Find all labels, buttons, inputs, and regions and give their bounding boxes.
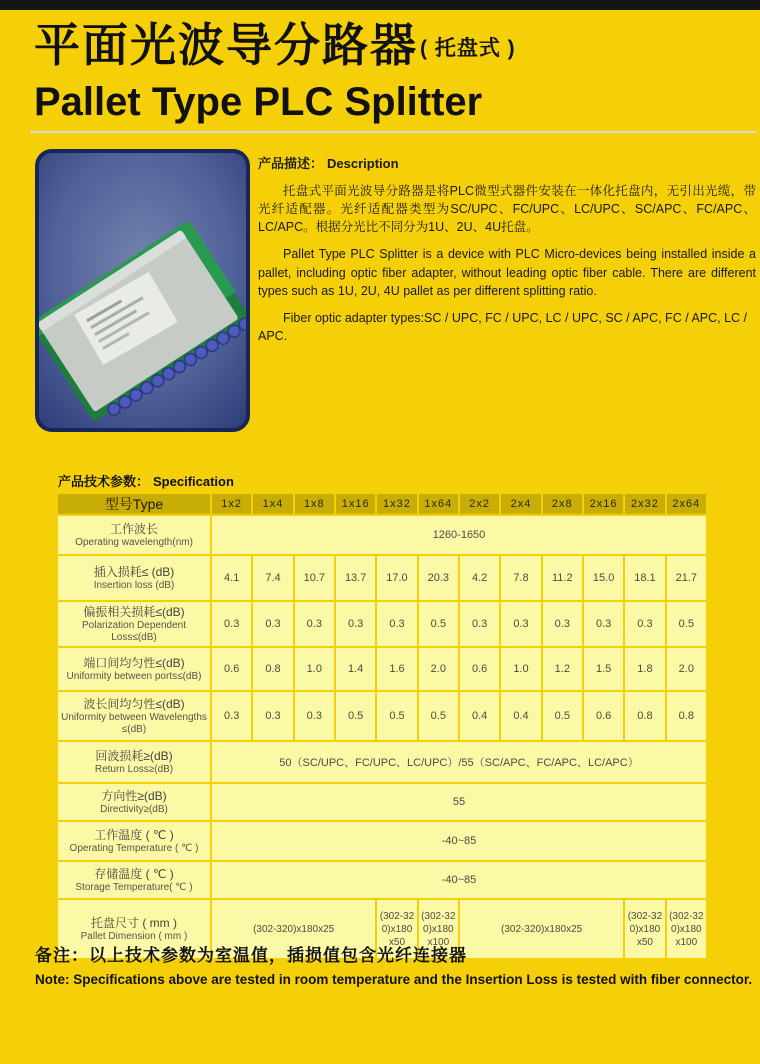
product-photo bbox=[35, 149, 250, 432]
spec-row-label-cn: 存储温度 ( ℃ ) bbox=[94, 866, 174, 881]
spec-row bbox=[58, 516, 706, 554]
spec-row-label bbox=[58, 602, 210, 646]
spec-cell: 0.5 bbox=[377, 692, 416, 740]
specification-heading-en: Specification bbox=[153, 474, 234, 489]
spec-column-header: 2x8 bbox=[543, 494, 582, 514]
description-heading-cn: 产品描述： bbox=[258, 156, 324, 171]
spec-cell: 4.1 bbox=[212, 556, 251, 600]
spec-cell: 4.2 bbox=[460, 556, 499, 600]
spec-cell: 0.8 bbox=[667, 692, 706, 740]
specification-table bbox=[56, 492, 708, 960]
spec-table-body bbox=[58, 516, 706, 958]
specification-heading bbox=[58, 471, 234, 490]
description-heading-en: Description bbox=[327, 156, 399, 171]
spec-cell: 0.3 bbox=[295, 602, 334, 646]
title-cn-text: 平面光波导分路器 bbox=[34, 19, 418, 71]
spec-row-label-en: Operating wavelength(nm) bbox=[75, 536, 193, 548]
spec-cell: 55 bbox=[212, 784, 706, 820]
top-black-bar bbox=[0, 0, 760, 10]
spec-cell: (302-320)x180x100 bbox=[667, 900, 706, 958]
spec-row-label-cn: 端口间均匀性≤(dB) bbox=[83, 655, 185, 670]
spec-row-label-cn: 插入损耗≤ (dB) bbox=[93, 564, 175, 579]
spec-row-label bbox=[58, 784, 210, 820]
spec-row-label-en: Insertion loss (dB) bbox=[93, 579, 175, 591]
spec-column-header: 2x16 bbox=[584, 494, 623, 514]
spec-row-label-cn: 方向性≥(dB) bbox=[101, 788, 167, 803]
spec-cell: 0.6 bbox=[212, 648, 251, 690]
spec-cell: 0.3 bbox=[460, 602, 499, 646]
spec-cell: 1.0 bbox=[295, 648, 334, 690]
spec-cell: 0.5 bbox=[419, 602, 458, 646]
spec-row-label-cn: 工作波长 bbox=[109, 521, 158, 536]
spec-cell: 11.2 bbox=[543, 556, 582, 600]
spec-cell: 7.4 bbox=[253, 556, 292, 600]
spec-row bbox=[58, 692, 706, 740]
spec-cell: 10.7 bbox=[295, 556, 334, 600]
spec-cell: 1.4 bbox=[336, 648, 375, 690]
spec-cell: 0.3 bbox=[501, 602, 540, 646]
spec-cell: 0.3 bbox=[253, 602, 292, 646]
description-adapter-types: Fiber optic adapter types:SC / UPC, FC / UPC, LC / UPC, SC / APC, FC / APC, LC / APC. bbox=[258, 310, 748, 343]
spec-cell: 18.1 bbox=[625, 556, 664, 600]
notes-section bbox=[35, 944, 757, 989]
spec-cell: (302-320)x180x50 bbox=[377, 900, 416, 958]
spec-column-header: 1x32 bbox=[377, 494, 416, 514]
specification-heading-cn: 产品技术参数： bbox=[58, 474, 150, 489]
spec-cell: 0.3 bbox=[625, 602, 664, 646]
spec-cell: 7.8 bbox=[501, 556, 540, 600]
spec-row bbox=[58, 862, 706, 898]
spec-cell: 20.3 bbox=[419, 556, 458, 600]
spec-cell: 0.3 bbox=[212, 692, 251, 740]
spec-cell: 1.2 bbox=[543, 648, 582, 690]
spec-row-label-en: Polarization Dependent Loss≤(dB) bbox=[82, 619, 186, 643]
spec-cell: 0.4 bbox=[460, 692, 499, 740]
spec-cell: 2.0 bbox=[667, 648, 706, 690]
spec-cell: 1.0 bbox=[501, 648, 540, 690]
spec-header-row bbox=[58, 494, 706, 514]
spec-row-label-en: Uniformity between ports≤(dB) bbox=[66, 670, 202, 682]
spec-cell: (302-320)x180x25 bbox=[212, 900, 375, 958]
spec-cell: 0.6 bbox=[460, 648, 499, 690]
spec-column-header: 2x4 bbox=[501, 494, 540, 514]
page-title-chinese bbox=[34, 16, 734, 78]
spec-row-label bbox=[58, 862, 210, 898]
note-chinese: 备注：以上技术参数为室温值，插损值包含光纤连接器 bbox=[35, 946, 467, 965]
spec-row bbox=[58, 822, 706, 860]
description-paragraph-en: Pallet Type PLC Splitter is a device with PLC Micro-devices being installed inside a pallet, including optic fiber adapter, without leading optic fiber cable. There are different types such as 1U, 2U, 4U pallet as per different splitting ratio. bbox=[258, 247, 756, 298]
spec-column-header: 1x16 bbox=[336, 494, 375, 514]
spec-row bbox=[58, 648, 706, 690]
spec-row-label-en: Pallet Dimension ( mm ) bbox=[80, 930, 188, 942]
title-cn-suffix: ( 托盘式 ) bbox=[420, 37, 516, 60]
spec-cell: 0.8 bbox=[625, 692, 664, 740]
spec-cell: 0.3 bbox=[295, 692, 334, 740]
spec-cell: 17.0 bbox=[377, 556, 416, 600]
spec-cell: 0.8 bbox=[253, 648, 292, 690]
note-english: Note: Specifications above are tested in room temperature and the Insertion Loss is tested with fiber connector. bbox=[35, 972, 753, 987]
spec-cell: 0.3 bbox=[253, 692, 292, 740]
spec-cell: 13.7 bbox=[336, 556, 375, 600]
spec-column-header: 2x32 bbox=[625, 494, 664, 514]
spec-cell: 0.5 bbox=[336, 692, 375, 740]
spec-cell: -40~85 bbox=[212, 862, 706, 898]
spec-cell: 0.3 bbox=[212, 602, 251, 646]
spec-row bbox=[58, 742, 706, 782]
spec-cell: 1.5 bbox=[584, 648, 623, 690]
spec-row-label-en: Operating Temperature ( ℃ ) bbox=[69, 842, 199, 854]
page-title-english: Pallet Type PLC Splitter bbox=[34, 80, 483, 124]
spec-column-header: 1x8 bbox=[295, 494, 334, 514]
page-header bbox=[34, 16, 734, 125]
spec-row bbox=[58, 556, 706, 600]
product-photo-image bbox=[35, 149, 250, 432]
spec-column-header: 1x4 bbox=[253, 494, 292, 514]
spec-cell: (302-320)x180x100 bbox=[419, 900, 458, 958]
spec-row-label bbox=[58, 516, 210, 554]
spec-row bbox=[58, 602, 706, 646]
spec-cell: 2.0 bbox=[419, 648, 458, 690]
spec-cell: 1.8 bbox=[625, 648, 664, 690]
spec-cell: 0.3 bbox=[336, 602, 375, 646]
spec-row bbox=[58, 784, 706, 820]
spec-row-label-en: Storage Temperature( ℃ ) bbox=[75, 881, 193, 893]
description-heading bbox=[258, 153, 756, 172]
spec-cell: 15.0 bbox=[584, 556, 623, 600]
spec-cell: 1.6 bbox=[377, 648, 416, 690]
spec-column-header: 2x64 bbox=[667, 494, 706, 514]
spec-cell: 50（SC/UPC、FC/UPC、LC/UPC）/55（SC/APC、FC/APC、LC/APC） bbox=[212, 742, 706, 782]
spec-row-label-en: Uniformity between Wavelengths ≤(dB) bbox=[61, 711, 207, 735]
description-section bbox=[258, 153, 756, 345]
spec-row-label bbox=[58, 556, 210, 600]
spec-cell: 0.5 bbox=[667, 602, 706, 646]
spec-cell: -40~85 bbox=[212, 822, 706, 860]
spec-row-label-cn: 工作温度 ( ℃ ) bbox=[94, 827, 174, 842]
spec-column-header: 1x64 bbox=[419, 494, 458, 514]
spec-cell: (302-320)x180x50 bbox=[625, 900, 664, 958]
description-paragraph-cn: 托盘式平面光波导分路器是将PLC微型式器件安装在一体化托盘内，无引出光缆，带光纤适配器。光纤适配器类型为SC/UPC、FC/UPC、LC/UPC、SC/APC、FC/APC、LC/APC。根据分光比不同分为1U、2U、4U托盘。 bbox=[258, 184, 756, 235]
spec-row-label bbox=[58, 648, 210, 690]
spec-row-label bbox=[58, 822, 210, 860]
spec-column-header: 1x2 bbox=[212, 494, 251, 514]
spec-type-header: 型号Type bbox=[58, 494, 210, 514]
spec-cell: (302-320)x180x25 bbox=[460, 900, 623, 958]
spec-row-label bbox=[58, 692, 210, 740]
spec-cell: 0.5 bbox=[419, 692, 458, 740]
spec-cell: 21.7 bbox=[667, 556, 706, 600]
spec-row-label-en: Return Loss≥(dB) bbox=[94, 763, 174, 775]
spec-row-label-en: Directivity≥(dB) bbox=[100, 803, 168, 815]
spec-cell: 0.3 bbox=[543, 602, 582, 646]
spec-cell: 0.4 bbox=[501, 692, 540, 740]
spec-row-label bbox=[58, 742, 210, 782]
title-divider-line bbox=[30, 131, 757, 133]
spec-row-label-cn: 偏振相关损耗≤(dB) bbox=[83, 604, 185, 619]
spec-row-label-cn: 回波损耗≥(dB) bbox=[95, 748, 173, 763]
spec-column-header: 2x2 bbox=[460, 494, 499, 514]
spec-cell: 0.3 bbox=[584, 602, 623, 646]
spec-cell: 1260-1650 bbox=[212, 516, 706, 554]
spec-cell: 0.6 bbox=[584, 692, 623, 740]
spec-row-label-cn: 托盘尺寸 ( mm ) bbox=[91, 915, 177, 930]
spec-row-label-cn: 波长间均匀性≤(dB) bbox=[83, 696, 185, 711]
spec-cell: 0.3 bbox=[377, 602, 416, 646]
spec-cell: 0.5 bbox=[543, 692, 582, 740]
